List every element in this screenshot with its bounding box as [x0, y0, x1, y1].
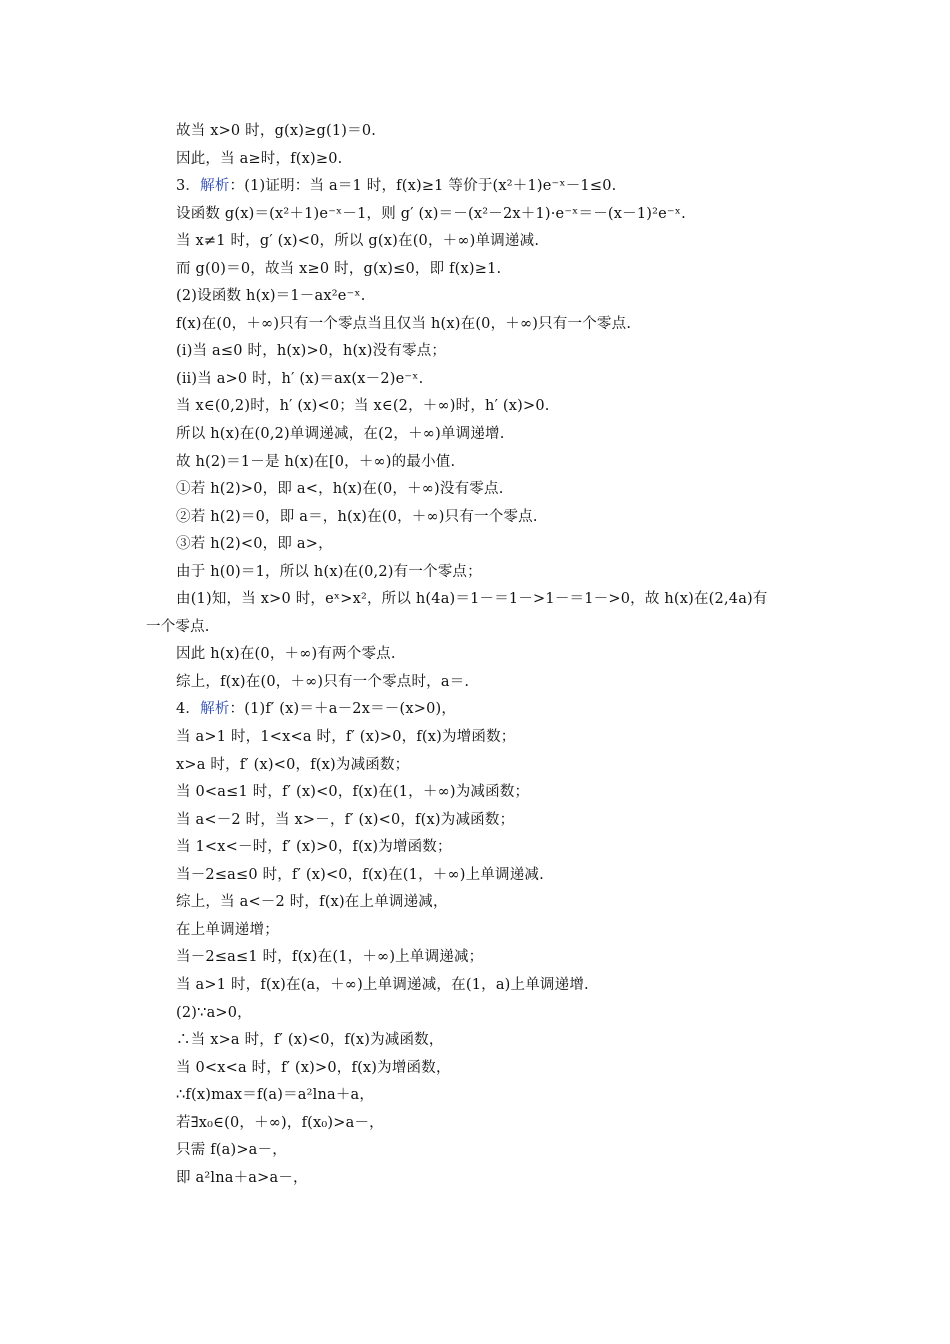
text-line: 所以 h(x)在(0,2)单调递减，在(2，＋∞)单调递增.	[176, 426, 505, 443]
text-line: 只需 f(a)>a－，	[176, 1142, 287, 1159]
text-line: 一个零点.	[146, 618, 210, 635]
analysis-label: 解析	[200, 178, 230, 195]
text-line: (ⅰ)当 a≤0 时，h(x)>0，h(x)没有零点；	[176, 343, 447, 360]
text-line: 若∃x₀∈(0，＋∞)，f(x₀)>a－，	[176, 1114, 384, 1131]
solution-text	[146, 118, 816, 1192]
text-line-body: ：(1)f′ (x)＝＋a－2x＝－(x>0)，	[229, 701, 457, 718]
text-line: (ⅱ)当 a>0 时，h′ (x)＝ax(x－2)e⁻ˣ.	[176, 370, 424, 387]
text-line: 当－2≤a≤1 时，f(x)在(1，＋∞)上单调递减；	[176, 949, 484, 966]
text-line-body: ：(1)证明：当 a＝1 时，f(x)≥1 等价于(x²＋1)e⁻ˣ－1≤0.	[229, 178, 617, 195]
text-line: ∴f(x)max＝f(a)＝a²lna＋a，	[176, 1087, 375, 1104]
text-line: 故当 x>0 时，g(x)≥g(1)＝0.	[176, 123, 377, 139]
text-line: 当 a>1 时，f(x)在(a，＋∞)上单调递减，在(1，a)上单调递增.	[176, 976, 589, 993]
problem-number: 4．	[176, 701, 201, 718]
text-line: 即 a²lna＋a>a－，	[176, 1169, 308, 1186]
text-line: 综上，当 a<－2 时，f(x)在上单调递减，	[176, 894, 448, 911]
text-line: ∴当 x>a 时，f′ (x)<0，f(x)为减函数，	[176, 1032, 444, 1049]
text-line: 当 1<x<－时，f′ (x)>0，f(x)为增函数；	[176, 839, 452, 856]
problem-number: 3．	[176, 178, 201, 195]
text-line	[146, 696, 816, 724]
text-line: 因此，当 a≥时，f(x)≥0.	[176, 150, 343, 167]
text-line: (2)∵a>0，	[176, 1004, 252, 1021]
analysis-label: 解析	[200, 701, 230, 718]
text-line: 综上，f(x)在(0，＋∞)只有一个零点时，a＝.	[176, 673, 470, 690]
text-line: 当 a>1 时，1<x<a 时，f′ (x)>0，f(x)为增函数；	[176, 729, 516, 746]
text-line: 当 0<x<a 时，f′ (x)>0，f(x)为增函数，	[176, 1059, 451, 1076]
text-line: 当 x≠1 时，g′ (x)<0，所以 g(x)在(0，＋∞)单调递减.	[176, 233, 540, 250]
text-line: 因此 h(x)在(0，＋∞)有两个零点.	[176, 646, 396, 663]
text-line: f(x)在(0，＋∞)只有一个零点当且仅当 h(x)在(0，＋∞)只有一个零点.	[176, 315, 632, 332]
text-line: ②若 h(2)＝0，即 a＝，h(x)在(0，＋∞)只有一个零点.	[176, 508, 538, 525]
text-line: 故 h(2)＝1－是 h(x)在[0，＋∞)的最小值.	[176, 453, 456, 470]
text-line: (2)设函数 h(x)＝1－ax²e⁻ˣ.	[176, 288, 366, 305]
text-line: 由(1)知，当 x>0 时，eˣ>x²，所以 h(4a)＝1－＝1－>1－＝1－>0，故 h(x)在(2,4a)有	[176, 591, 768, 608]
text-line	[146, 173, 816, 201]
text-line: 当 a<－2 时，当 x>－，f′ (x)<0，f(x)为减函数；	[176, 811, 515, 828]
text-line: 而 g(0)＝0，故当 x≥0 时，g(x)≤0，即 f(x)≥1.	[176, 260, 502, 277]
text-line: 在上单调递增；	[176, 921, 279, 938]
text-line: 设函数 g(x)＝(x²＋1)e⁻ˣ－1，则 g′ (x)＝－(x²－2x＋1)·e⁻ˣ＝－(x－1)²e⁻ˣ.	[176, 205, 686, 222]
text-line: 由于 h(0)＝1，所以 h(x)在(0,2)有一个零点；	[176, 563, 482, 580]
text-line: 当－2≤a≤0 时，f′ (x)<0，f(x)在(1，＋∞)上单调递减.	[176, 866, 544, 883]
text-line: x>a 时，f′ (x)<0，f(x)为减函数；	[176, 756, 410, 773]
text-line: 当 0<a≤1 时，f′ (x)<0，f(x)在(1，＋∞)为减函数；	[176, 784, 530, 801]
text-line: ①若 h(2)>0，即 a<，h(x)在(0，＋∞)没有零点.	[176, 481, 504, 498]
text-line: 当 x∈(0,2)时，h′ (x)<0；当 x∈(2，＋∞)时，h′ (x)>0.	[176, 398, 550, 415]
text-line: ③若 h(2)<0，即 a>，	[176, 536, 333, 553]
